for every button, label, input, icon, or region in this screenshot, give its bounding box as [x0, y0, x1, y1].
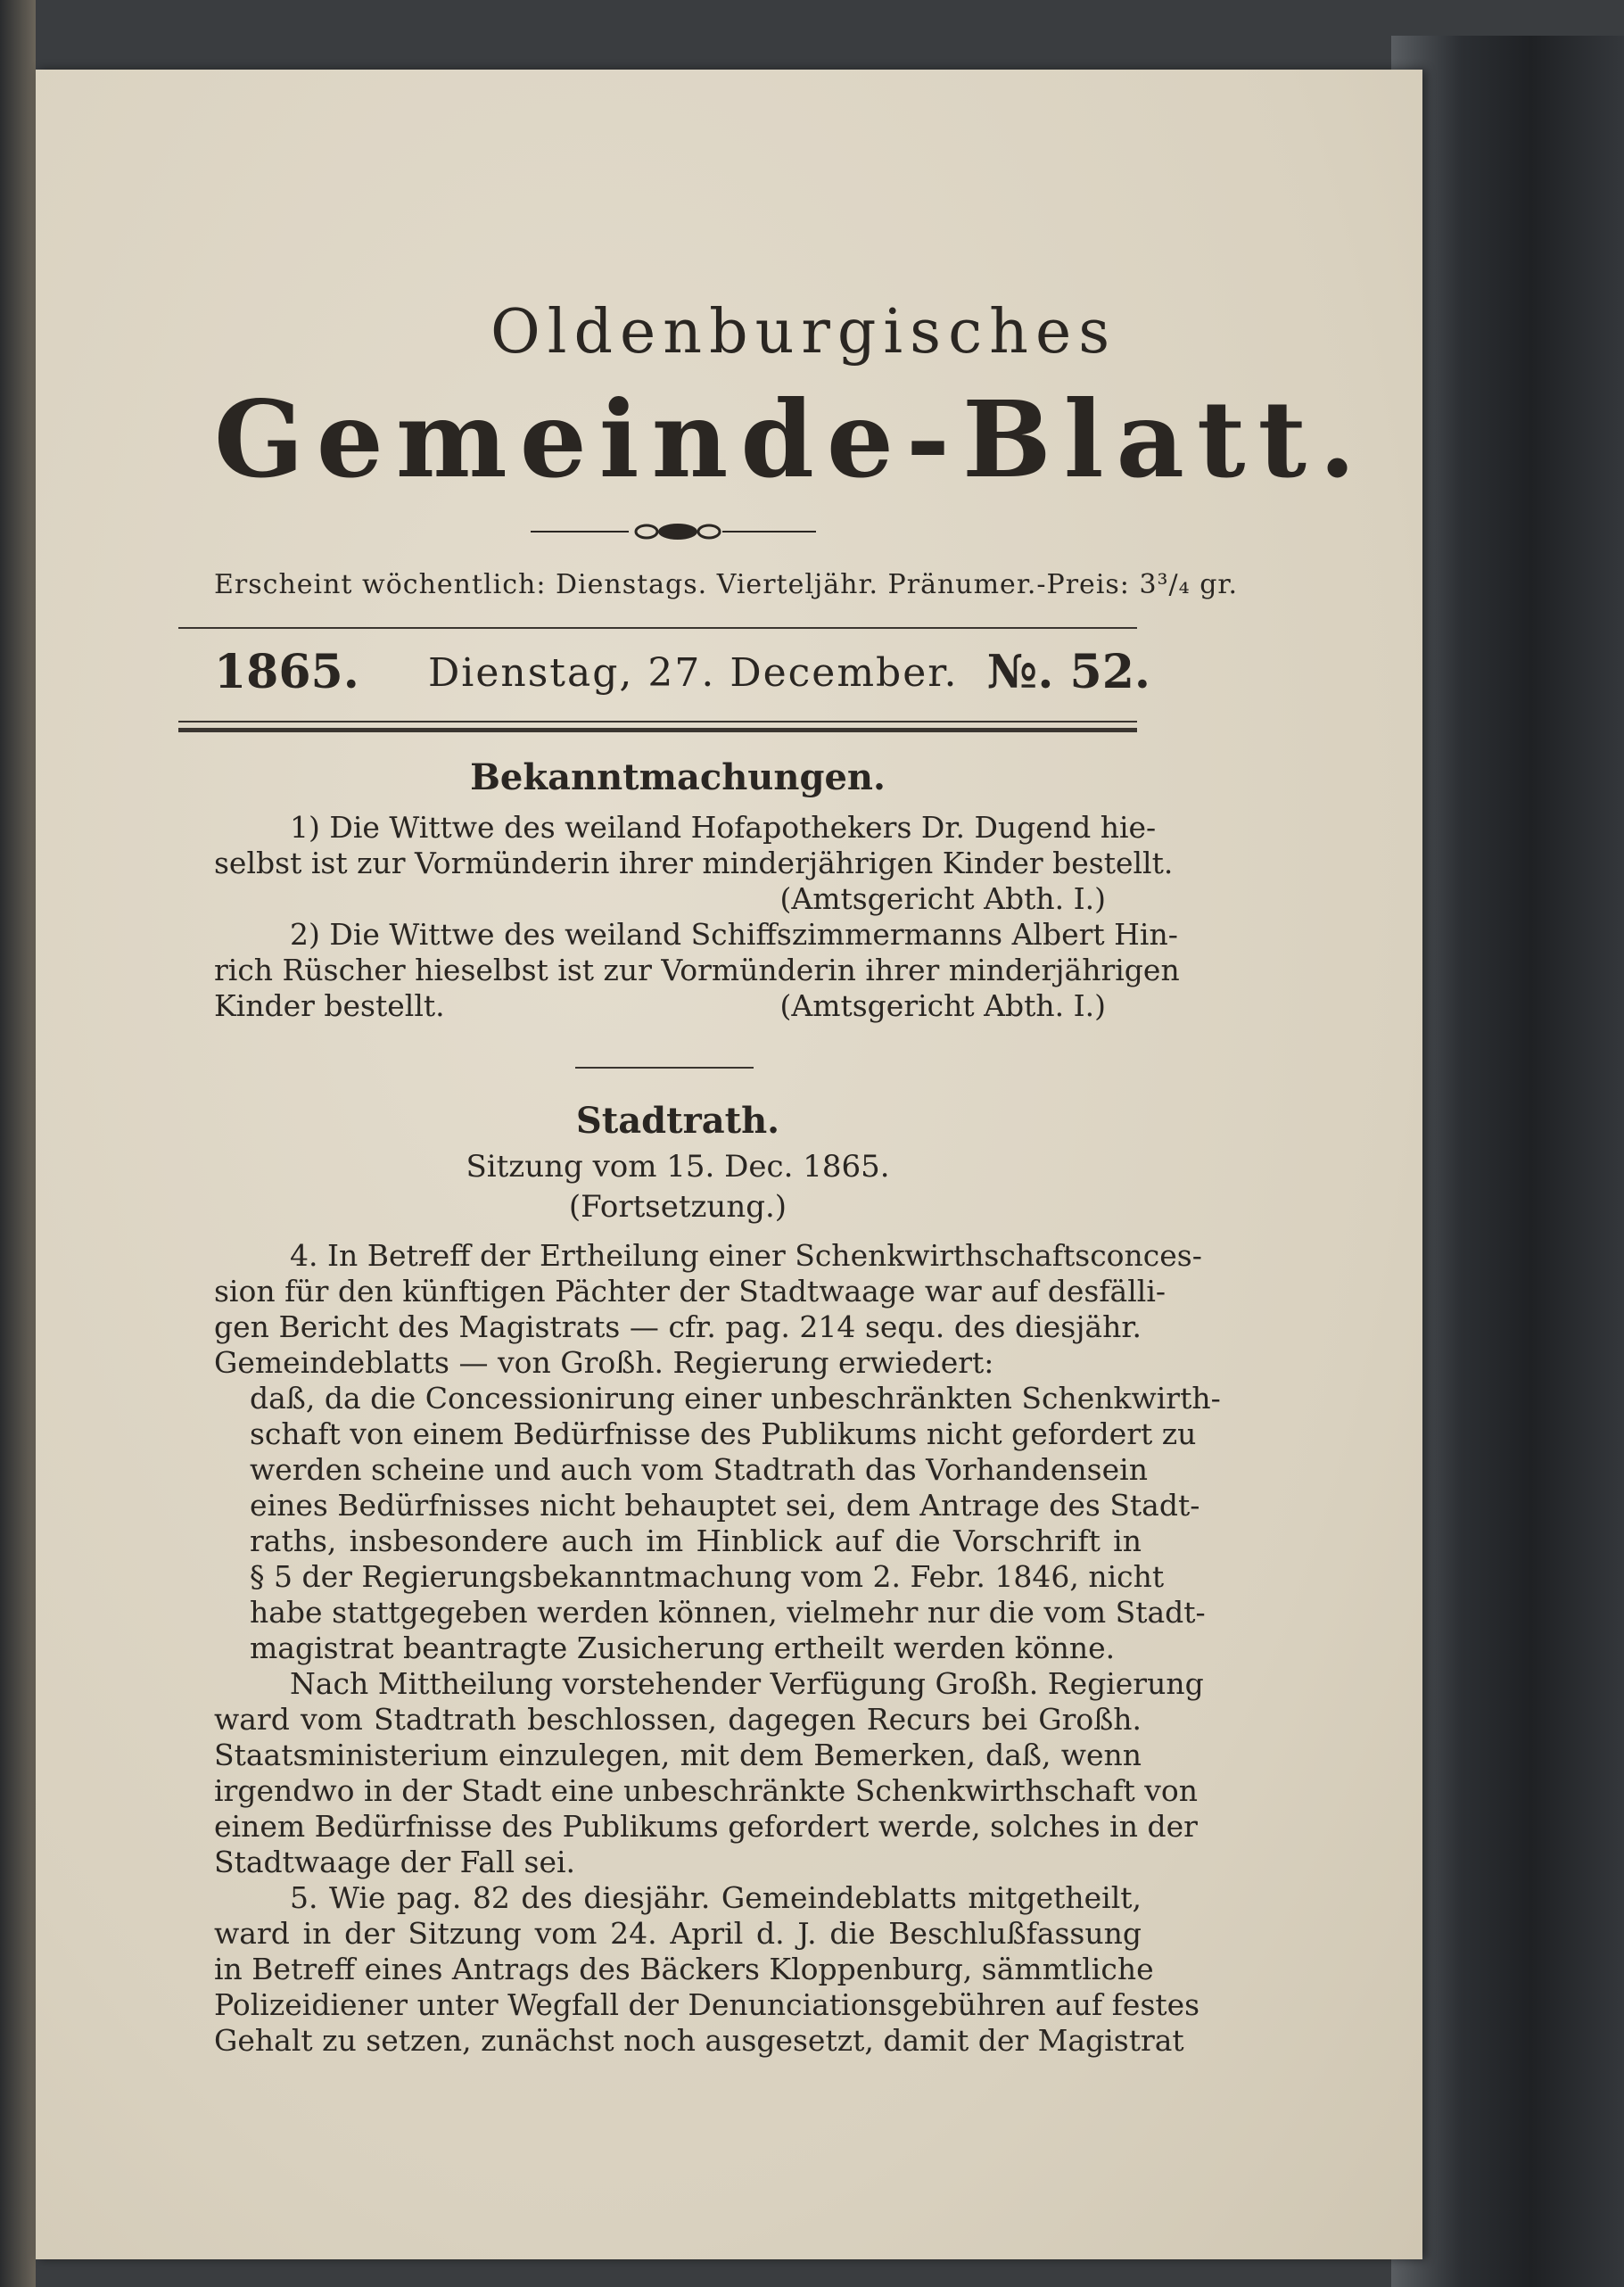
- text-line: daß, da die Concessionirung einer unbeschränkten Schenkwirth-: [250, 1381, 1221, 1416]
- text-line: einem Bedürfnisse des Publikums gefordert werde, solches in der: [214, 1809, 1198, 1844]
- text-line: sion für den künftigen Pächter der Stadtwaage war auf desfälli-: [214, 1274, 1166, 1309]
- text-line: Nach Mittheilung vorstehender Verfügung Großh. Regierung: [290, 1666, 1204, 1701]
- stadtrath-heading: Stadtrath.: [575, 1100, 780, 1142]
- text-line: in Betreff eines Antrags des Bäckers Kloppenburg, sämmtliche: [214, 1952, 1154, 1986]
- masthead-subline: Erscheint wöchentlich: Dienstags. Vierteljähr. Pränumer.-Preis: 3³/₄ gr.: [214, 569, 1239, 600]
- text-line: (Amtsgericht Abth. I.): [779, 988, 1106, 1023]
- masthead-rule: [178, 627, 1137, 629]
- section-divider: [575, 1067, 754, 1069]
- issue-number: №. 52.: [986, 645, 1150, 699]
- text-line: gen Bericht des Magistrats — cfr. pag. 214 sequ. des diesjähr.: [214, 1309, 1142, 1344]
- bekanntmachungen-heading: Bekanntmachungen.: [470, 756, 886, 798]
- text-line: habe stattgegeben werden können, vielmehr nur die vom Stadt-: [250, 1595, 1206, 1630]
- text-line: raths, insbesondere auch im Hinblick auf die Vorschrift in: [250, 1523, 1142, 1558]
- text-line: 4. In Betreff der Ertheilung einer Schenkwirthschaftsconces-: [290, 1238, 1202, 1273]
- text-line: § 5 der Regierungsbekanntmachung vom 2. Febr. 1846, nicht: [250, 1559, 1165, 1594]
- text-line: schaft von einem Bedürfnisse des Publikums nicht gefordert zu: [250, 1416, 1197, 1451]
- issue-year: 1865.: [214, 645, 359, 699]
- text-line: Kinder bestellt.: [214, 988, 445, 1023]
- text-line: 5. Wie pag. 82 des diesjähr. Gemeindeblatts mitgetheilt,: [290, 1880, 1142, 1915]
- newspaper-page: [36, 70, 1422, 2259]
- text-line: Gemeindeblatts — von Großh. Regierung erwiedert:: [214, 1345, 994, 1380]
- text-line: ward vom Stadtrath beschlossen, dagegen Recurs bei Großh.: [214, 1702, 1142, 1737]
- text-line: magistrat beantragte Zusicherung ertheilt werden könne.: [250, 1631, 1116, 1665]
- book-binding: [1391, 36, 1624, 2287]
- text-line: (Amtsgericht Abth. I.): [779, 881, 1106, 916]
- dateline-rule-bottom: [178, 728, 1137, 732]
- text-line: Polizeidiener unter Wegfall der Denunciationsgebühren auf festes: [214, 1987, 1200, 2022]
- issue-date: Dienstag, 27. December.: [428, 650, 959, 696]
- text-line: Staatsministerium einzulegen, mit dem Bemerken, daß, wenn: [214, 1738, 1142, 1772]
- text-line: Gehalt zu setzen, zunächst noch ausgesetzt, damit der Magistrat: [214, 2023, 1184, 2058]
- left-page-edge: [0, 0, 36, 2287]
- text-line: 1) Die Wittwe des weiland Hofapothekers Dr. Dugend hie-: [290, 810, 1157, 845]
- text-line: werden scheine und auch vom Stadtrath das Vorhandensein: [250, 1452, 1148, 1487]
- text-line: rich Rüscher hieselbst ist zur Vormünderin ihrer minderjährigen: [214, 953, 1180, 987]
- text-line: eines Bedürfnisses nicht behauptet sei, dem Antrage des Stadt-: [250, 1488, 1200, 1523]
- text-line: irgendwo in der Stadt eine unbeschränkte Schenkwirthschaft von: [214, 1773, 1199, 1808]
- dateline-rule-top: [178, 721, 1137, 722]
- text-line: 2) Die Wittwe des weiland Schiffszimmermanns Albert Hin-: [290, 917, 1178, 952]
- stadtrath-session: Sitzung vom 15. Dec. 1865.: [466, 1149, 890, 1185]
- ornament-divider-icon: [531, 518, 816, 545]
- text-line: selbst ist zur Vormünderin ihrer minderjährigen Kinder bestellt.: [214, 846, 1174, 880]
- text-line: ward in der Sitzung vom 24. April d. J. die Beschlußfassung: [214, 1916, 1142, 1951]
- issue-dateline: [214, 645, 1150, 707]
- stadtrath-continuation: (Fortsetzung.): [568, 1189, 787, 1225]
- masthead-title-line1: Oldenburgisches: [490, 297, 1117, 367]
- text-line: Stadtwaage der Fall sei.: [214, 1845, 576, 1879]
- masthead-title-line2: Gemeinde-Blatt.: [214, 377, 1369, 501]
